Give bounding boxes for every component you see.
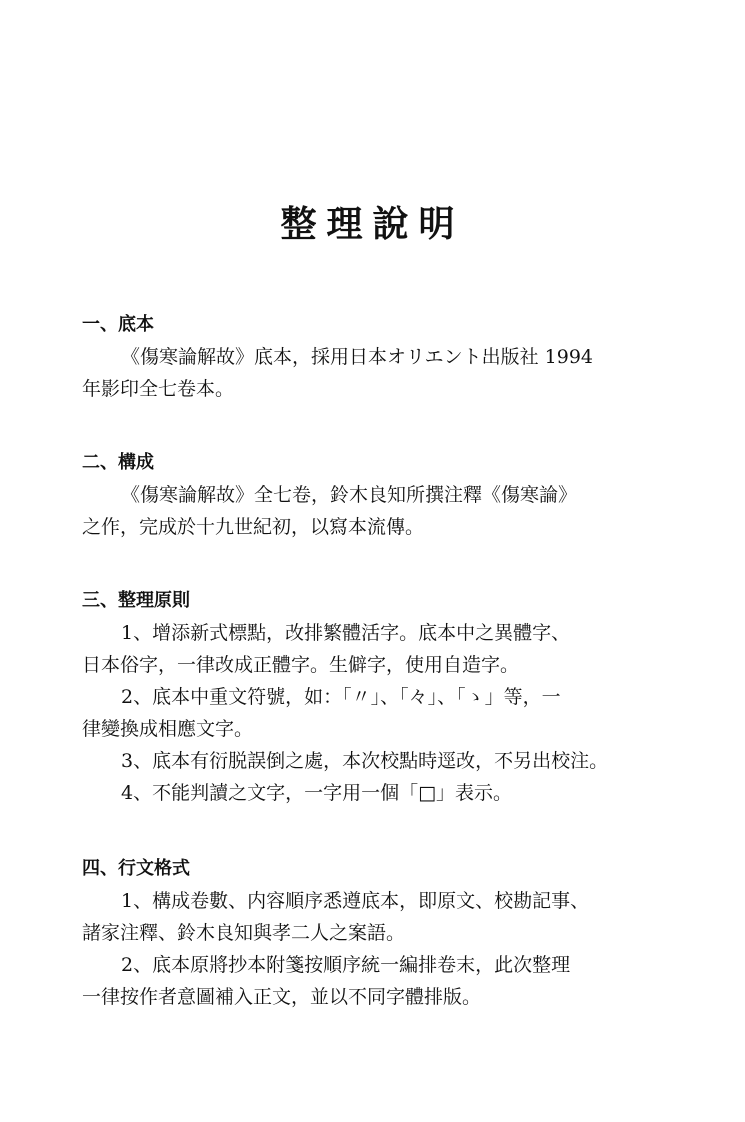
section-heading: 四、行文格式 (82, 858, 190, 879)
paragraph-line: 2、底本中重文符號，如：「〃」、「々」、「ゝ」等，一 (121, 686, 561, 708)
paragraph-line: 1、增添新式標點，改排繁體活字。底本中之異體字、 (121, 622, 571, 644)
paragraph-line: 律變換成相應文字。 (82, 718, 254, 740)
paragraph-line: 《傷寒論解故》底本，採用日本オリエント出版社 1994 (121, 346, 594, 368)
paragraph-line: 《傷寒論解故》全七卷，鈴木良知所撰注釋《傷寒論》 (121, 484, 578, 506)
paragraph-line: 3、底本有衍脱誤倒之處，本次校點時逕改，不另出校注。 (121, 750, 609, 772)
paragraph-line: 日本俗字，一律改成正體字。生僻字，使用自造字。 (82, 654, 520, 676)
paragraph-line: 1、構成卷數、内容順序悉遵底本，即原文、校勘記事、 (121, 890, 590, 912)
page-title: 整理說明 (280, 203, 465, 245)
paragraph-line: 年影印全七卷本。 (82, 378, 235, 400)
paragraph-line: 4、不能判讀之文字，一字用一個「□」表示。 (121, 782, 513, 804)
paragraph-line: 2、底本原將抄本附箋按順序統一編排卷末，此次整理 (121, 954, 571, 976)
section-heading: 三、整理原則 (82, 590, 190, 611)
paragraph-line: 諸家注釋、鈴木良知與孝二人之案語。 (82, 922, 406, 944)
paragraph-line: 之作，完成於十九世紀初，以寫本流傳。 (82, 516, 425, 538)
section-heading: 一、底本 (82, 314, 154, 335)
section-heading: 二、構成 (82, 452, 154, 473)
paragraph-line: 一律按作者意圖補入正文，並以不同字體排版。 (82, 986, 482, 1008)
